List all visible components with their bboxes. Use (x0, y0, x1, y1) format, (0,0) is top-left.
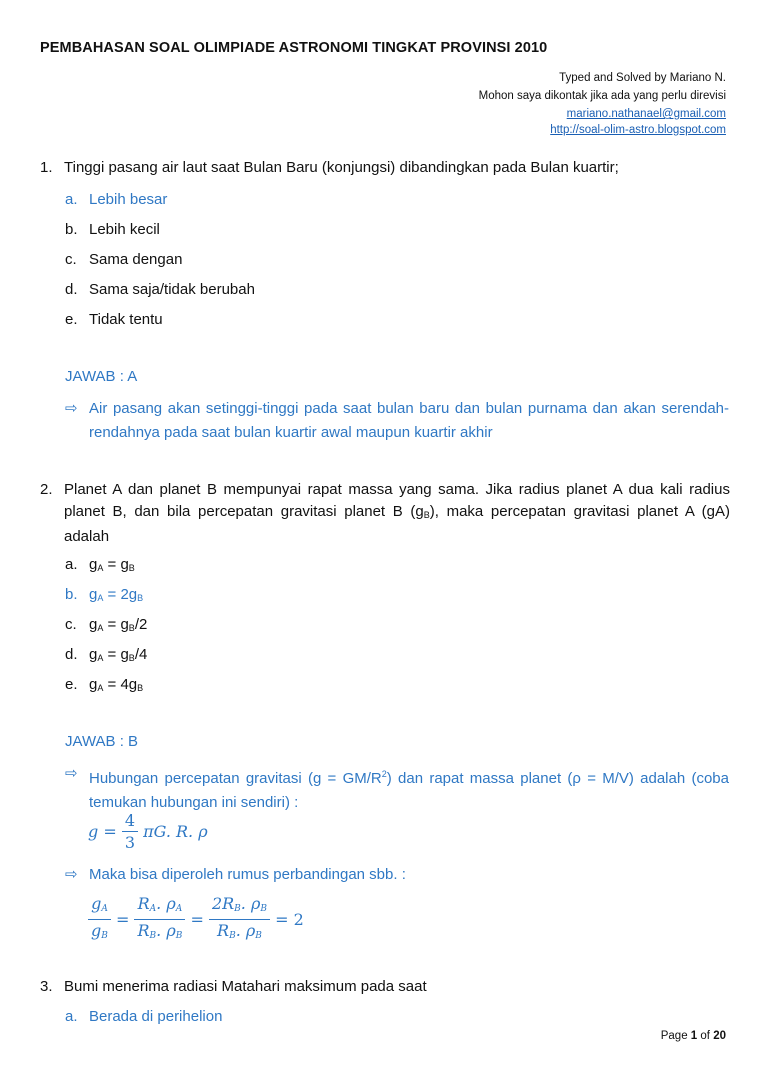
header-blog-link[interactable]: http://soal-olim-astro.blogspot.com (550, 124, 726, 136)
formula-gravity: g = $\frac{4}{3}$ πG. R. ρ (88, 811, 208, 852)
q2-option-d: d. $g_A = g_B/4$ (65, 646, 148, 663)
q2-explanation-2: ⇨ Maka bisa diperoleh rumus perbandingan sbb. : (65, 863, 729, 887)
q2-option-c: c. $g_A = g_B/2$ (65, 616, 148, 633)
arrow-right-icon: ⇨ (65, 400, 78, 417)
question-3 (40, 976, 730, 998)
q2-answer: JAWAB : B (65, 733, 139, 750)
question-text: Planet A dan planet B mempunyai rapat massa yang sama. Jika radius planet A dua kali radius planet B, dan bila percepatan gravitasi planet B $(g_B)$, maka percepatan gravitasi planet A (gA) adalah (64, 481, 730, 545)
question-number: 1. (40, 159, 53, 176)
formula-ratio: $\frac{g_A}{g_B}$ = $\frac{R_A. \rho_A}{R_B. \rho_B}$ = $\frac{2R_B. \rho_B}{R_B. \rho_B}$ = 2 (88, 894, 304, 947)
question-number: 2. (40, 481, 53, 498)
q2-option-a: a. $g_A = g_B$ (65, 556, 135, 573)
q1-option-b: b. Lebih kecil (65, 221, 160, 238)
q2-explanation-1: ⇨ Hubungan percepatan gravitasi $(g = GM/R^2)$ dan rapat massa planet (ρ = M/V) adalah (coba temukan hubungan ini sendiri) : (65, 762, 729, 815)
question-text: Bumi menerima radiasi Matahari maksimum pada saat (64, 978, 427, 995)
arrow-right-icon: ⇨ (65, 866, 78, 883)
document-title: PEMBAHASAN SOAL OLIMPIADE ASTRONOMI TINGKAT PROVINSI 2010 (40, 40, 548, 56)
header-credit: Typed and Solved by Mariano N. (559, 72, 726, 84)
q1-option-d: d. Sama saja/tidak berubah (65, 281, 255, 298)
question-1 (40, 157, 730, 179)
question-text: Tinggi pasang air laut saat Bulan Baru (konjungsi) dibandingkan pada Bulan kuartir; (64, 159, 619, 176)
q1-answer: JAWAB : A (65, 368, 138, 385)
q2-option-e: e. $g_A = 4g_B$ (65, 676, 144, 693)
header-note: Mohon saya dikontak jika ada yang perlu direvisi (478, 90, 726, 102)
q1-explanation: ⇨ Air pasang akan setinggi-tinggi pada saat bulan baru dan bulan purnama dan akan serendah-rendahnya pada saat bulan kuartir awal maupun kuartir akhir (65, 397, 729, 445)
q1-option-a: a. Lebih besar (65, 191, 168, 208)
arrow-right-icon: ⇨ (65, 765, 78, 782)
q3-option-a: a. Berada di perihelion (65, 1008, 223, 1025)
question-2 (40, 479, 730, 548)
question-number: 3. (40, 978, 53, 995)
q1-option-c: c. Sama dengan (65, 251, 183, 268)
q1-option-e: e. Tidak tentu (65, 311, 163, 328)
page-number: Page 1 of 20 (660, 1030, 726, 1042)
header-email-link[interactable]: mariano.nathanael@gmail.com (566, 108, 726, 120)
q2-option-b: b. $g_A = 2g_B$ (65, 586, 144, 603)
